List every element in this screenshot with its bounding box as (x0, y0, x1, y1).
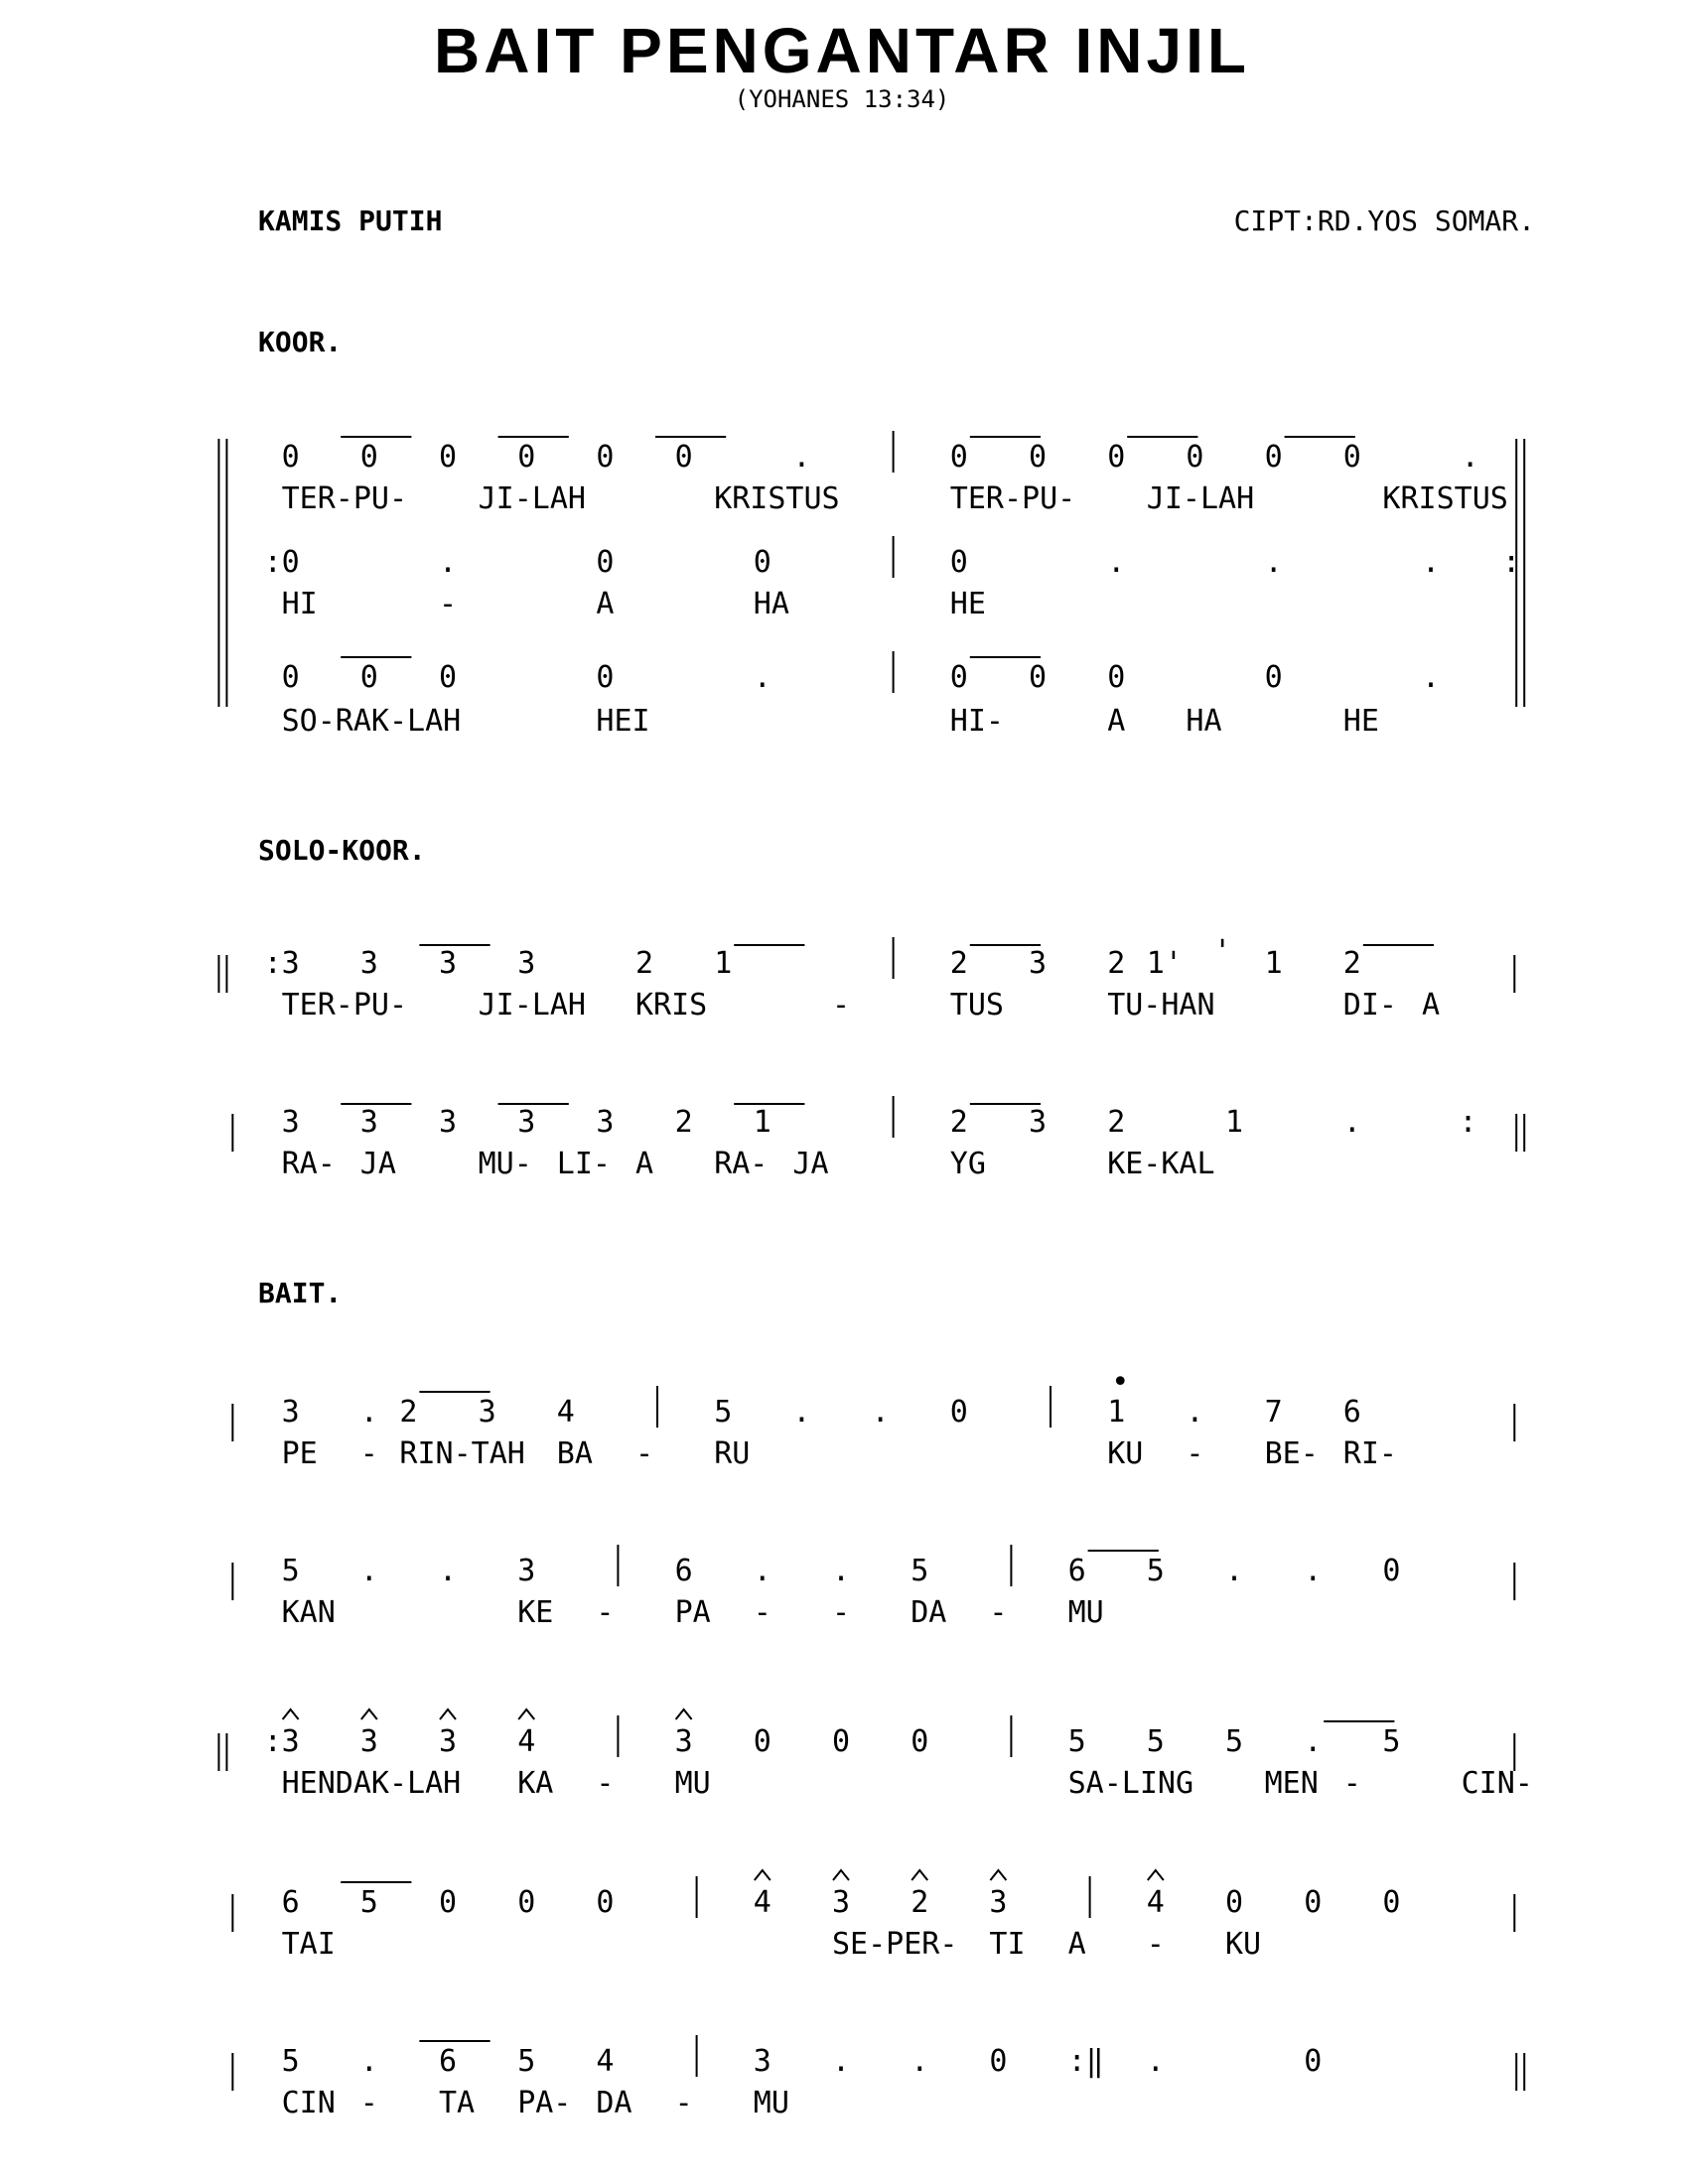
repeat-dots: : (263, 1724, 282, 1759)
note: 1 (1107, 1395, 1126, 1430)
note: 0 (359, 440, 378, 475)
lyric: TER-PU- (281, 481, 408, 516)
lyric: KRISTUS (714, 481, 840, 516)
lyric: HENDAK-LAH (281, 1766, 462, 1801)
note: 3 (359, 1724, 378, 1759)
lyric: HA (1186, 704, 1222, 739)
note: 4 (753, 1885, 772, 1920)
lyric: RA- (714, 1147, 769, 1181)
note: 3 (439, 946, 458, 981)
lyric: KAN (281, 1595, 336, 1630)
accent-mark (755, 1870, 771, 1880)
accent-mark (676, 1709, 692, 1719)
note: . (1422, 545, 1441, 580)
note: . (359, 2044, 378, 2079)
lyric: - (359, 2086, 378, 2120)
note: 3 (832, 1885, 851, 1920)
note: 3 (596, 1105, 615, 1140)
note: 0 (989, 2044, 1008, 2079)
note: 3 (478, 1395, 496, 1430)
note: 3 (753, 2044, 772, 2079)
note: 0 (1186, 440, 1204, 475)
lyric: MU (674, 1766, 711, 1801)
note: 0 (439, 440, 458, 475)
lyric: KRISTUS (1382, 481, 1508, 516)
lyric: - (359, 1436, 378, 1471)
lyric: DA (911, 1595, 947, 1630)
note: 3 (281, 946, 300, 981)
note: 0 (517, 440, 536, 475)
note: 3 (359, 1105, 378, 1140)
note: . (1186, 1395, 1204, 1430)
lyric: TER-PU- (949, 481, 1076, 516)
lyric: - (832, 1595, 851, 1630)
note: 0 (949, 545, 968, 580)
lyric: RI- (1342, 1436, 1397, 1471)
note: 0 (281, 545, 300, 580)
lyric: TUS (949, 988, 1004, 1023)
note: 5 (281, 1554, 300, 1588)
lyric: - (753, 1595, 772, 1630)
lyric: TU-HAN (1107, 988, 1215, 1023)
note: 0 (1107, 440, 1126, 475)
lyric: MU (1067, 1595, 1104, 1630)
lyric: A (1107, 704, 1126, 739)
note: . (1225, 1554, 1244, 1588)
accent-mark (912, 1870, 927, 1880)
lyric: PA (674, 1595, 711, 1630)
lyric: LI- (556, 1147, 611, 1181)
lyric: CIN (281, 2086, 336, 2120)
note: 6 (439, 2044, 458, 2079)
note: 1' (1146, 946, 1183, 981)
note: 1 (1225, 1105, 1244, 1140)
accent-mark (361, 1709, 377, 1719)
note: 5 (359, 1885, 378, 1920)
lyric: - (596, 1766, 615, 1801)
note: . (1304, 1554, 1323, 1588)
lyric: JA (359, 1147, 396, 1181)
note: 2 (1107, 1105, 1126, 1140)
note: 2 (949, 1105, 968, 1140)
note: 0 (281, 660, 300, 695)
lyric: A (635, 1147, 654, 1181)
composer-credit: CIPT:RD.YOS SOMAR. (1233, 205, 1535, 237)
lyric: KU (1107, 1436, 1144, 1471)
note: 0 (1264, 660, 1283, 695)
note: 5 (517, 2044, 536, 2079)
note: . (359, 1395, 378, 1430)
lyric: HEI (596, 704, 650, 739)
lyric: HI- (949, 704, 1004, 739)
note: 3 (674, 1724, 693, 1759)
lyric: TI (989, 1927, 1026, 1962)
lyric: HA (753, 587, 789, 621)
lyric: MU (753, 2086, 789, 2120)
note: 0 (1382, 1554, 1401, 1588)
note: 0 (596, 545, 615, 580)
lyric: MU- (478, 1147, 532, 1181)
note: 0 (596, 660, 615, 695)
scripture-reference: (YOHANES 13:34) (734, 85, 950, 113)
lyric: DA (596, 2086, 632, 2120)
lyric: JI-LAH (478, 481, 586, 516)
lyric: JI-LAH (478, 988, 586, 1023)
note: 2 (1342, 946, 1361, 981)
note: 3 (517, 1105, 536, 1140)
note: . (439, 1554, 458, 1588)
note: 0 (1264, 440, 1283, 475)
note: 5 (1067, 1724, 1086, 1759)
note: 0 (1304, 1885, 1323, 1920)
note: 5 (1225, 1724, 1244, 1759)
note: 0 (439, 660, 458, 695)
document-title: BAIT PENGANTAR INJIL (434, 15, 1250, 86)
note: 3 (439, 1105, 458, 1140)
note: . (1264, 545, 1283, 580)
note: . (1461, 440, 1479, 475)
note: 0 (674, 440, 693, 475)
note: . (1342, 1105, 1361, 1140)
note: . (1304, 1724, 1323, 1759)
accent-mark (833, 1870, 849, 1880)
note: 3 (989, 1885, 1008, 1920)
lyric: HI (281, 587, 318, 621)
note: 1 (714, 946, 733, 981)
lyric: TAI (281, 1927, 336, 1962)
note: 0 (1382, 1885, 1401, 1920)
lyric: RIN-TAH (399, 1436, 525, 1471)
note: . (359, 1554, 378, 1588)
note: 4 (596, 2044, 615, 2079)
lyric: YG (949, 1147, 986, 1181)
lyric: HE (949, 587, 986, 621)
note: 0 (1107, 660, 1126, 695)
note: 0 (1342, 440, 1361, 475)
lyric: RU (714, 1436, 751, 1471)
note: 4 (517, 1724, 536, 1759)
note: 5 (1382, 1724, 1401, 1759)
note: 4 (556, 1395, 575, 1430)
note: . (911, 2044, 929, 2079)
note: 0 (1029, 440, 1048, 475)
lyric: BE- (1264, 1436, 1319, 1471)
lyric: TA (439, 2086, 476, 2120)
repeat-dots: : (1459, 1105, 1477, 1140)
lyric: A (1067, 1927, 1086, 1962)
lyric: SE-PER- (832, 1927, 958, 1962)
note: 3 (359, 946, 378, 981)
note: 5 (1146, 1724, 1165, 1759)
section-label-solo-koor: SOLO-KOOR. (258, 834, 426, 867)
note: 3 (281, 1105, 300, 1140)
lyric: JI-LAH (1146, 481, 1255, 516)
lyric: - (1342, 1766, 1361, 1801)
note: 2 (1107, 946, 1126, 981)
note: 3 (1029, 1105, 1048, 1140)
note: 6 (281, 1885, 300, 1920)
lyric: A (596, 587, 615, 621)
lyric: - (635, 1436, 654, 1471)
note: 0 (949, 660, 968, 695)
note: 2 (949, 946, 968, 981)
note: . (792, 440, 811, 475)
note: 0 (596, 1885, 615, 1920)
note: 7 (1264, 1395, 1283, 1430)
note: . (832, 2044, 851, 2079)
note: 1 (753, 1105, 772, 1140)
note: 3 (517, 1554, 536, 1588)
note: . (753, 1554, 772, 1588)
lyric: BA (556, 1436, 593, 1471)
note: :‖ (1067, 2044, 1104, 2079)
section-label-koor: KOOR. (258, 326, 343, 358)
lyric: - (1146, 1927, 1165, 1962)
section-label-bait: BAIT. (258, 1277, 343, 1309)
lyric: KU (1225, 1927, 1262, 1962)
lyric: CIN- (1461, 1766, 1533, 1801)
note: 1 (1264, 946, 1283, 981)
note: . (792, 1395, 811, 1430)
lyric: SO-RAK-LAH (281, 704, 462, 739)
lyric: JA (792, 1147, 829, 1181)
occasion-label: KAMIS PUTIH (258, 205, 443, 237)
note: 3 (1029, 946, 1048, 981)
note: 2 (674, 1105, 693, 1140)
note: 0 (1304, 2044, 1323, 2079)
accent-mark (518, 1709, 534, 1719)
note: 0 (439, 1885, 458, 1920)
prime-mark: ' (1213, 934, 1232, 969)
note: 6 (1067, 1554, 1086, 1588)
note: 0 (911, 1724, 929, 1759)
note: 0 (949, 440, 968, 475)
lyric: A (1422, 988, 1441, 1023)
note: 5 (281, 2044, 300, 2079)
octave-dot: • (1111, 1365, 1130, 1400)
note: . (753, 660, 772, 695)
note: 0 (1225, 1885, 1244, 1920)
note: 0 (596, 440, 615, 475)
lyric: - (1186, 1436, 1204, 1471)
accent-mark (1148, 1870, 1164, 1880)
note: 0 (832, 1724, 851, 1759)
repeat-dots: : (263, 545, 282, 580)
lyric: - (832, 988, 851, 1023)
note: . (439, 545, 458, 580)
lyric: KE-KAL (1107, 1147, 1215, 1181)
note: . (1422, 660, 1441, 695)
note: 0 (1029, 660, 1048, 695)
lyric: PA- (517, 2086, 572, 2120)
note: 3 (439, 1724, 458, 1759)
accent-mark (283, 1709, 299, 1719)
note: 4 (1146, 1885, 1165, 1920)
note: 2 (911, 1885, 929, 1920)
lyric: PE (281, 1436, 318, 1471)
note: . (1146, 2044, 1165, 2079)
note: 5 (714, 1395, 733, 1430)
lyric: DI- (1342, 988, 1397, 1023)
lyric: TER-PU- (281, 988, 408, 1023)
note: 2 (399, 1395, 418, 1430)
lyric: SA-LING (1067, 1766, 1194, 1801)
lyric: HE (1342, 704, 1379, 739)
note: 3 (281, 1724, 300, 1759)
note: 0 (281, 440, 300, 475)
note: 5 (911, 1554, 929, 1588)
note: 6 (674, 1554, 693, 1588)
accent-mark (440, 1709, 456, 1719)
lyric: - (439, 587, 458, 621)
note: . (832, 1554, 851, 1588)
lyric: - (596, 1595, 615, 1630)
note: 0 (753, 545, 772, 580)
lyric: KE (517, 1595, 554, 1630)
note: 0 (359, 660, 378, 695)
note: 6 (1342, 1395, 1361, 1430)
lyric: - (989, 1595, 1008, 1630)
note: 0 (517, 1885, 536, 1920)
note: 0 (753, 1724, 772, 1759)
note: . (1107, 545, 1126, 580)
note: . (871, 1395, 890, 1430)
note: 3 (517, 946, 536, 981)
lyric: KA (517, 1766, 554, 1801)
lyric: KRIS (635, 988, 708, 1023)
repeat-dots: : (1502, 545, 1521, 580)
lyric: MEN (1264, 1766, 1319, 1801)
repeat-dots: : (263, 946, 282, 981)
lyric: RA- (281, 1147, 336, 1181)
note: 5 (1146, 1554, 1165, 1588)
accent-mark (990, 1870, 1006, 1880)
note: 2 (635, 946, 654, 981)
lyric: - (674, 2086, 693, 2120)
note: 3 (281, 1395, 300, 1430)
note: 0 (949, 1395, 968, 1430)
